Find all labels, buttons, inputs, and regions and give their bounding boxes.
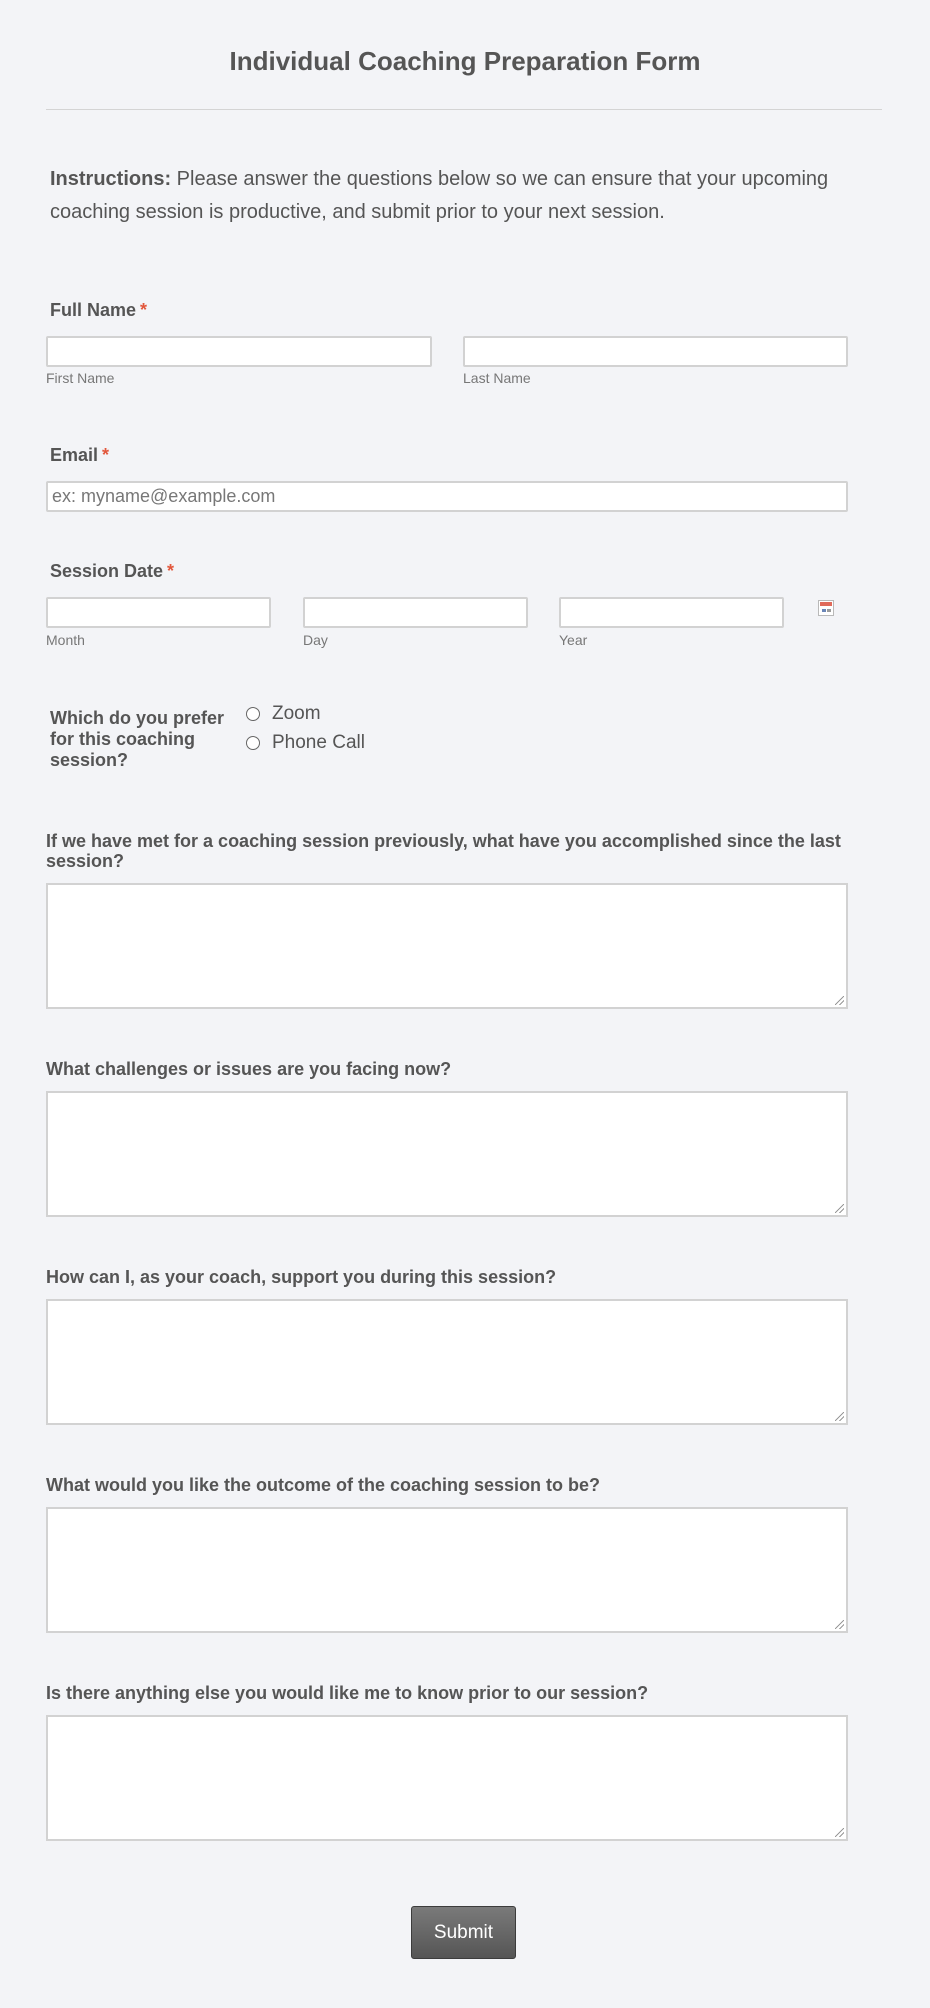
year-input[interactable]: [559, 597, 784, 628]
question-anything-else-label: Is there anything else you would like me to know prior to our session?: [46, 1683, 649, 1703]
month-input[interactable]: [46, 597, 271, 628]
day-input[interactable]: [303, 597, 528, 628]
year-sublabel: Year: [559, 632, 588, 648]
question-challenges-label: What challenges or issues are you facing now?: [46, 1059, 452, 1079]
email-label: [50, 445, 109, 466]
required-marker: *: [167, 561, 175, 581]
instructions-text: Please answer the questions below so we can ensure that your upcoming coaching session is productive, and submit prior to your next session.: [50, 168, 829, 223]
resize-handle[interactable]: [835, 1412, 844, 1421]
day-sublabel: Day: [303, 632, 328, 648]
radio-button-phone-call[interactable]: [246, 736, 260, 750]
challenges-textarea[interactable]: [46, 1091, 848, 1217]
required-marker: *: [102, 445, 110, 465]
question-accomplishments-label: If we have met for a coaching session previously, what have you accomplished since the last session?: [46, 831, 841, 871]
full-name-label-text: Full Name: [50, 300, 137, 320]
last-name-input[interactable]: [463, 336, 848, 367]
email-input[interactable]: ex: myname@example.com: [46, 481, 848, 512]
resize-handle[interactable]: [835, 1828, 844, 1837]
email-label-text: Email: [50, 445, 99, 465]
session-date-label: [50, 561, 174, 582]
radio-label-zoom: Zoom: [272, 703, 321, 724]
full-name-label: [50, 300, 147, 321]
required-marker: *: [140, 300, 148, 320]
resize-handle[interactable]: [835, 1620, 844, 1629]
last-name-sublabel: Last Name: [463, 370, 531, 386]
page-title: Individual Coaching Preparation Form: [229, 46, 701, 76]
session-date-label-text: Session Date: [50, 561, 164, 581]
submit-button[interactable]: Submit: [411, 1906, 516, 1959]
resize-handle[interactable]: [835, 996, 844, 1005]
calendar-icon[interactable]: [818, 600, 834, 616]
first-name-input[interactable]: [46, 336, 432, 367]
anything-else-textarea[interactable]: [46, 1715, 848, 1841]
radio-button-zoom[interactable]: [246, 707, 260, 721]
resize-handle[interactable]: [835, 1204, 844, 1213]
preference-label: Which do you prefer for this coaching session?: [50, 708, 225, 770]
first-name-sublabel: First Name: [46, 370, 115, 386]
instructions-heading: Instructions:: [50, 168, 172, 190]
title-divider: [46, 109, 882, 110]
question-outcome-label: What would you like the outcome of the coaching session to be?: [46, 1475, 601, 1495]
radio-option-phone-call[interactable]: [246, 732, 365, 754]
instructions: [50, 163, 870, 229]
radio-option-zoom[interactable]: [246, 703, 321, 725]
month-sublabel: Month: [46, 632, 85, 648]
support-textarea[interactable]: [46, 1299, 848, 1425]
outcome-textarea[interactable]: [46, 1507, 848, 1633]
radio-label-phone-call: Phone Call: [272, 732, 365, 753]
accomplishments-textarea[interactable]: [46, 883, 848, 1009]
question-support-label: How can I, as your coach, support you during this session?: [46, 1267, 557, 1287]
